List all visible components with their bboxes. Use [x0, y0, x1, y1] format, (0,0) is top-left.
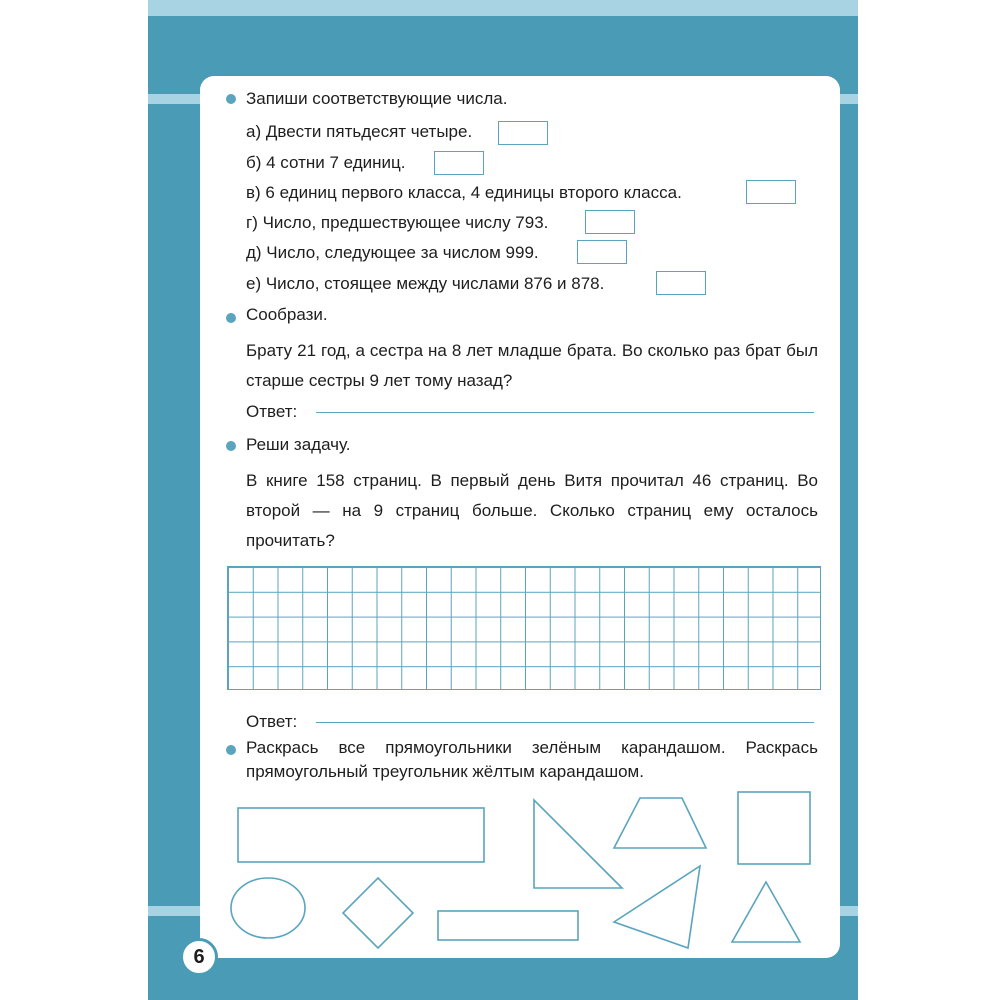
right-triangle[interactable] — [534, 800, 622, 888]
trapezoid[interactable] — [614, 798, 706, 848]
rectangle-narrow[interactable] — [438, 911, 578, 940]
page-number: 6 — [180, 938, 218, 976]
task1-title: Запиши соответствующие числа. — [246, 89, 508, 108]
task1-item-c: в) 6 единиц первого класса, 4 единицы второго класса. — [246, 183, 682, 202]
rhombus[interactable] — [343, 878, 413, 948]
task2-title: Сообрази. — [246, 305, 328, 324]
task1-item-e: д) Число, следующее за числом 999. — [246, 243, 539, 262]
task1-item-d: г) Число, предшествующее числу 793. — [246, 213, 549, 232]
task1-item-f: е) Число, стоящее между числами 876 и 878. — [246, 274, 605, 293]
task1-item-a: а) Двести пятьдесят четыре. — [246, 122, 473, 141]
triangle-obtuse[interactable] — [614, 866, 700, 948]
ellipse[interactable] — [231, 878, 305, 938]
triangle-isosceles[interactable] — [732, 882, 800, 942]
task3-text: В книге 158 страниц. В первый день Витя прочитал 46 страниц. Во второй — на 9 страниц больше. Сколько страниц ему осталось прочитать? — [246, 471, 818, 550]
square[interactable] — [738, 792, 810, 864]
task4-title: Раскрась все прямоугольники зелёным карандашом. Раскрась прямоугольный треугольник жёлтым карандашом. — [246, 738, 818, 781]
task2-text: Брату 21 год, а сестра на 8 лет младше брата. Во сколько раз брат был старше сестры 9 лет тому назад? — [246, 341, 818, 390]
rectangle-wide[interactable] — [238, 808, 484, 862]
task1-item-b: б) 4 сотни 7 единиц. — [246, 153, 406, 172]
task3-title: Реши задачу. — [246, 435, 351, 454]
task3-answer-label: Ответ: — [246, 712, 298, 731]
task2-answer-label: Ответ: — [246, 402, 298, 421]
